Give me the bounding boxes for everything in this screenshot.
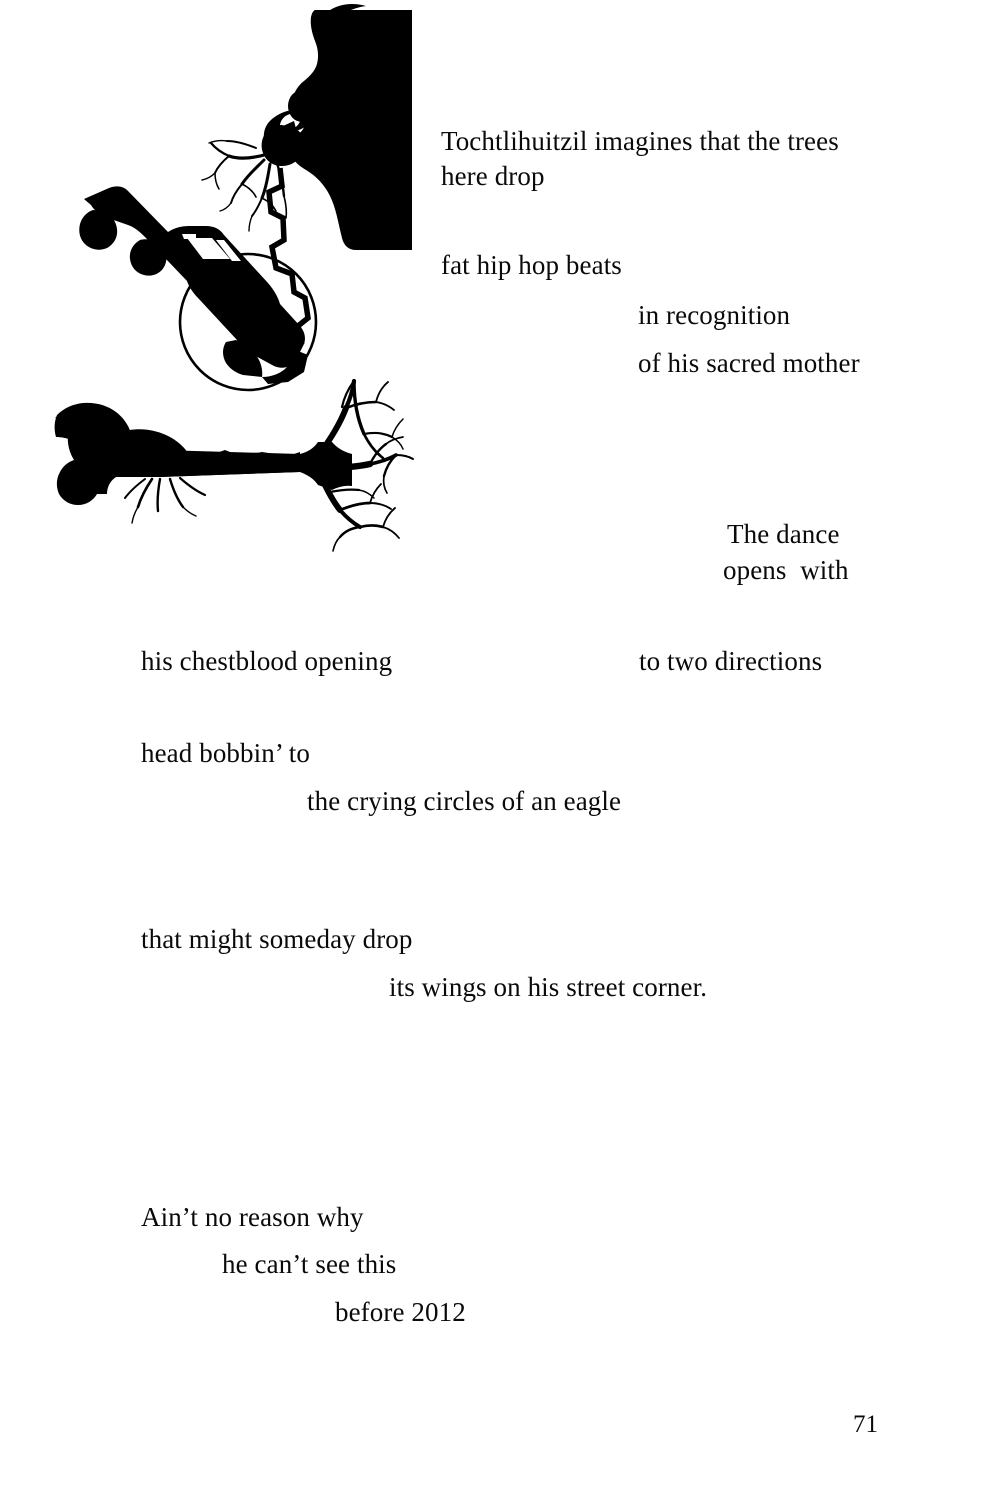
poem-line: The dance (727, 519, 840, 549)
poem-line: his chestblood opening (141, 646, 393, 676)
page-number: 71 (853, 1411, 878, 1438)
poem-line: the crying circles of an eagle (307, 786, 622, 816)
poem-line: in recognition (638, 300, 791, 330)
zigzag-line (269, 168, 308, 344)
poem-line: fat hip hop beats (441, 250, 622, 280)
poem-line: before 2012 (335, 1297, 466, 1327)
poem-line: he can’t see this (222, 1249, 397, 1279)
uprooted-roots-silhouette (202, 141, 286, 231)
poem-line: of his sacred mother (638, 348, 860, 378)
poem-line: to two directions (639, 646, 823, 676)
poem-line: Ain’t no reason why (141, 1202, 364, 1232)
car-window-cutouts (182, 234, 241, 261)
tree-root-branches (318, 381, 413, 551)
tilted-car-silhouette (79, 186, 308, 384)
poem-line: head bobbin’ to (141, 738, 310, 768)
circle-outline (180, 254, 316, 390)
fallen-tree-silhouette (55, 403, 352, 523)
poem-line: its wings on his street corner. (389, 972, 708, 1002)
poem-line: Tochtlihuitzil imagines that the trees (441, 126, 839, 156)
microphone-silhouette (283, 90, 316, 155)
figure-with-microphone-silhouette (264, 4, 412, 250)
poem-line: opens with (723, 555, 849, 585)
poem-line: here drop (441, 161, 545, 191)
hand-silhouette (262, 125, 304, 166)
poem-line: that might someday drop (141, 924, 413, 954)
